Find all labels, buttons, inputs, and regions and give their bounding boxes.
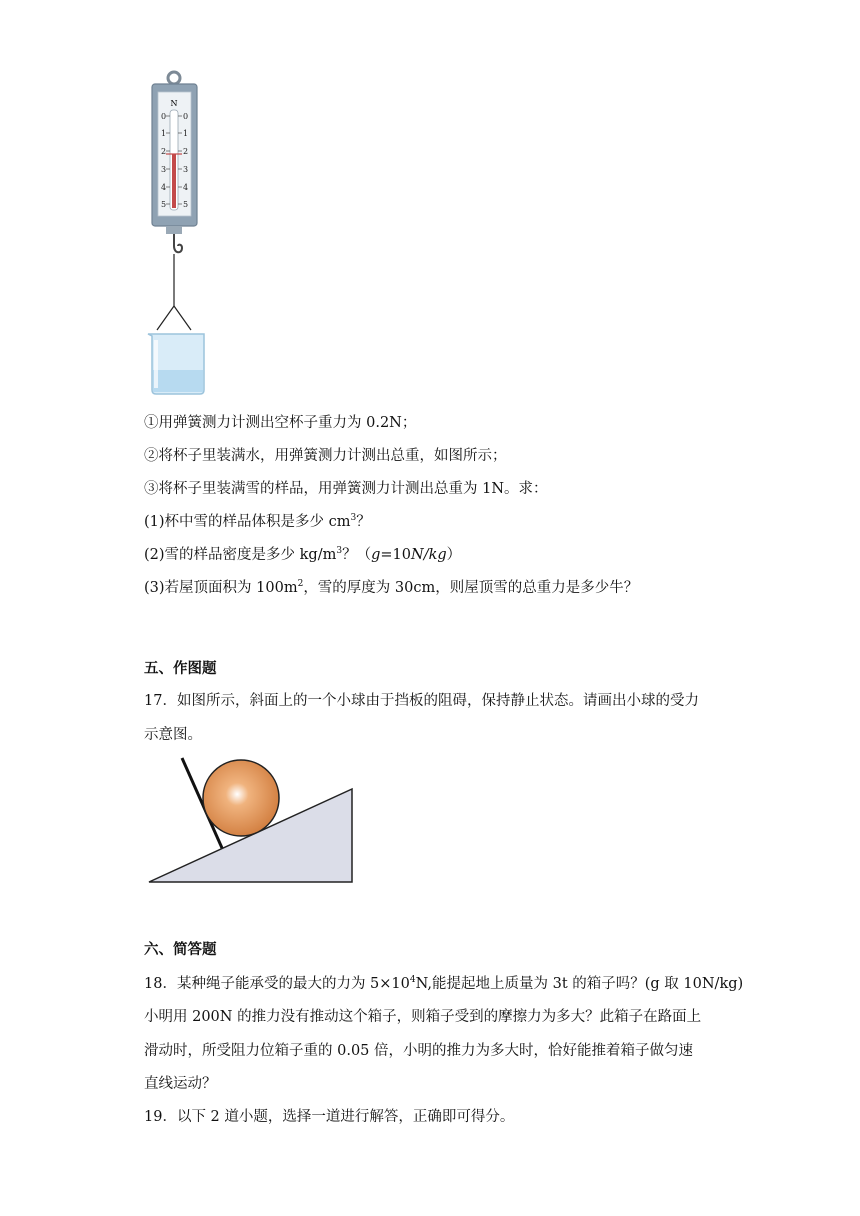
scale-left-2: 2 xyxy=(161,147,167,156)
scale-left-1: 1 xyxy=(161,129,167,138)
scale-right-1: 1 xyxy=(183,129,189,138)
question-2: (2)雪的样品密度是多少 $kg/m^3$？（g=10N/kg） xyxy=(144,546,462,563)
question-18-line-2: 小明用 200N 的推力没有推动这个箱子，则箱子受到的摩擦力为多大？此箱子在路面上 xyxy=(144,1009,702,1025)
section-5-title: 五、作图题 xyxy=(144,661,217,677)
question-18-line-4: 直线运动？ xyxy=(144,1076,217,1092)
scale-right-5: 5 xyxy=(183,200,189,209)
scale-left-3: 3 xyxy=(161,165,167,174)
beaker-water xyxy=(153,370,203,392)
scale-indicator xyxy=(172,154,176,208)
scale-right-2: 2 xyxy=(183,147,189,156)
scale-top-ring xyxy=(168,72,180,84)
scale-left-5: 5 xyxy=(161,200,167,209)
question-17-line-1: 17．如图所示，斜面上的一个小球由于挡板的阻碍，保持静止状态。请画出小球的受力 xyxy=(144,693,699,709)
question-18-line-3: 滑动时，所受阻力位箱子重的 0.05 倍，小明的推力为多大时，恰好能推着箱子做匀速 xyxy=(144,1043,694,1059)
question-1: (1)杯中雪的样品体积是多少 $cm^3$？ xyxy=(144,513,371,530)
step-3: ③将杯子里装满雪的样品，用弹簧测力计测出总重为 1N。求： xyxy=(144,481,548,497)
scale-left-4: 4 xyxy=(161,183,167,192)
scale-right-0: 0 xyxy=(183,112,189,121)
scale-right-4: 4 xyxy=(183,183,189,192)
scale-hook xyxy=(174,234,182,252)
question-18-line-1: 18．某种绳子能承受的最大的力为 $5\times 10^4N$,能提起地上质量为 3t 的箱子吗？(g 取 10N/kg) xyxy=(144,975,744,992)
incline-ball-figure xyxy=(140,752,360,888)
scale-left-0: 0 xyxy=(161,112,167,121)
step-2: ②将杯子里装满水，用弹簧测力计测出总重，如图所示； xyxy=(144,448,507,464)
scale-unit-label: N xyxy=(170,99,178,108)
question-17-line-2: 示意图。 xyxy=(144,727,202,743)
question-3: (3)若屋顶面积为 $100m^2$，雪的厚度为 30cm，则屋顶雪的总重力是多少牛？ xyxy=(144,579,639,596)
scale-right-3: 3 xyxy=(183,165,189,174)
question-19: 19．以下 2 道小题，选择一道进行解答，正确即可得分。 xyxy=(144,1109,515,1125)
scale-bottom-cap xyxy=(166,226,182,234)
section-6-title: 六、简答题 xyxy=(144,942,217,958)
step-1: ①用弹簧测力计测出空杯子重力为 0.2N； xyxy=(144,415,417,431)
ball xyxy=(203,760,279,836)
spring-scale-figure xyxy=(140,68,220,398)
